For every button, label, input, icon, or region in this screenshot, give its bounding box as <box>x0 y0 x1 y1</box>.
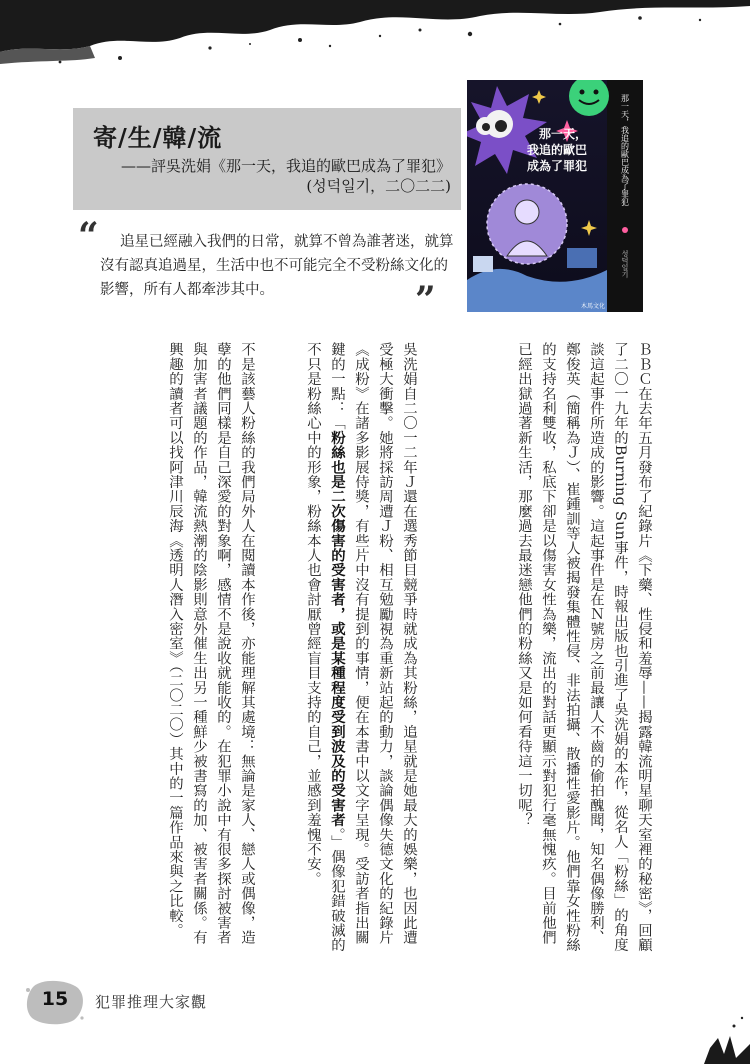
open-quote-mark: “ <box>78 215 99 257</box>
body-column-2 <box>271 342 421 954</box>
body-paragraph-1: ＢＢＣ在去年五月發布了紀錄片《下藥、性侵和羞辱——揭露韓流明星聊天室裡的秘密》，回顧了二〇一九年的Burning Sun事件，時報出版也引進了吳洗娟的本作，從名人「粉絲」的角度談這起事件所造成的影響。這起事件是在Ｎ號房之前最讓人不齒的偷拍醜聞，知名偶像勝利、鄭俊英（簡稱為Ｊ）、崔鍾訓等人被揭發集體性侵、非法拍攝、散播性愛影片。他們靠女性粉絲的支持名利雙收，私底下卻是以傷害女性為樂，流出的對話更顯示對犯行毫無愧疚。目前他們已經出獄過著新生活，那麼過去最迷戀他們的粉絲又是如何看待這一切呢？ <box>516 342 652 953</box>
ink-corner-decoration <box>690 1014 750 1064</box>
article-subtitle <box>121 156 451 196</box>
article-title: 寄/生/韓/流 <box>93 123 223 152</box>
cover-spine-korean: 성덕일기 <box>621 250 629 278</box>
subtitle-line-2: (성덕일기，二〇二二) <box>306 177 451 195</box>
body-paragraph-3: 不是該藝人粉絲的我們局外人在閱讀本作後，亦能理解其處境：無論是家人、戀人或偶像，造孽的他們同樣是自己深愛的對象啊，感情不是說收就能收的。在犯罪小說中有很多探討被害者與加害者議題的作品，韓流熱潮的陰影則意外催生出另一種鮮少被書寫的加、被害者關係。有興趣的讀者可以找阿津川辰海《透明人潛入密室》（二〇二〇）其中的一篇作品來與之比較。 <box>167 342 255 945</box>
close-quote-mark: ” <box>415 279 436 321</box>
cover-publisher: 木馬文化 <box>581 303 606 310</box>
cover-title-line-2: 我追的歐巴 <box>527 143 588 157</box>
cover-spine-title: 那一天，我追的歐巴成為了罪犯 <box>620 94 630 206</box>
body-paragraph-2-emphasis: 粉絲也是二次傷害的受害者，或是某種程度受到波及的受害者 <box>329 430 346 828</box>
book-cover <box>467 80 643 312</box>
body-paragraph-2 <box>301 342 421 954</box>
pull-quote-text: 追星已經融入我們的日常，就算不曾為誰著迷，就算沒有認真追過星，生活中也不可能完全不受粉絲文化的影響，所有人都牽涉其中。 <box>100 234 454 298</box>
body-column-1 <box>436 342 656 954</box>
body-column-3 <box>113 342 259 954</box>
page-number: 15 <box>41 988 69 1010</box>
subtitle-line-1: ——評吳洗娟《那一天，我追的歐巴成為了罪犯》 <box>120 157 451 175</box>
ink-splatter-decoration <box>0 0 750 70</box>
section-label: 犯罪推理大家觀 <box>95 993 208 1011</box>
cover-title-line-3: 成為了罪犯 <box>527 159 588 173</box>
cover-title-line-1: 那一天， <box>539 127 588 141</box>
pull-quote <box>78 215 460 321</box>
body-paragraph-2-part-b: 。」偶像犯錯破滅的不只是粉絲心中的形象，粉絲本人也會討厭曾經盲目支持的自己，並感到羞愧不安。 <box>305 342 345 953</box>
title-box <box>73 108 461 210</box>
body-paragraph-2-part-a: 吳洗娟自二〇一二年Ｊ還在選秀節目競爭時就成為其粉絲，追星就是她最大的娛樂，也因此遭受極大衝擊。她將採訪周遭Ｊ粉、相互勉勵視為重新站起的動力，談論偶像失德文化的紀錄片《成粉》在諸多影展侍獎，有些片中沒有提到的事情，便在本書中以文字呈現。受訪者指出關鍵的一點：「 <box>329 342 417 945</box>
